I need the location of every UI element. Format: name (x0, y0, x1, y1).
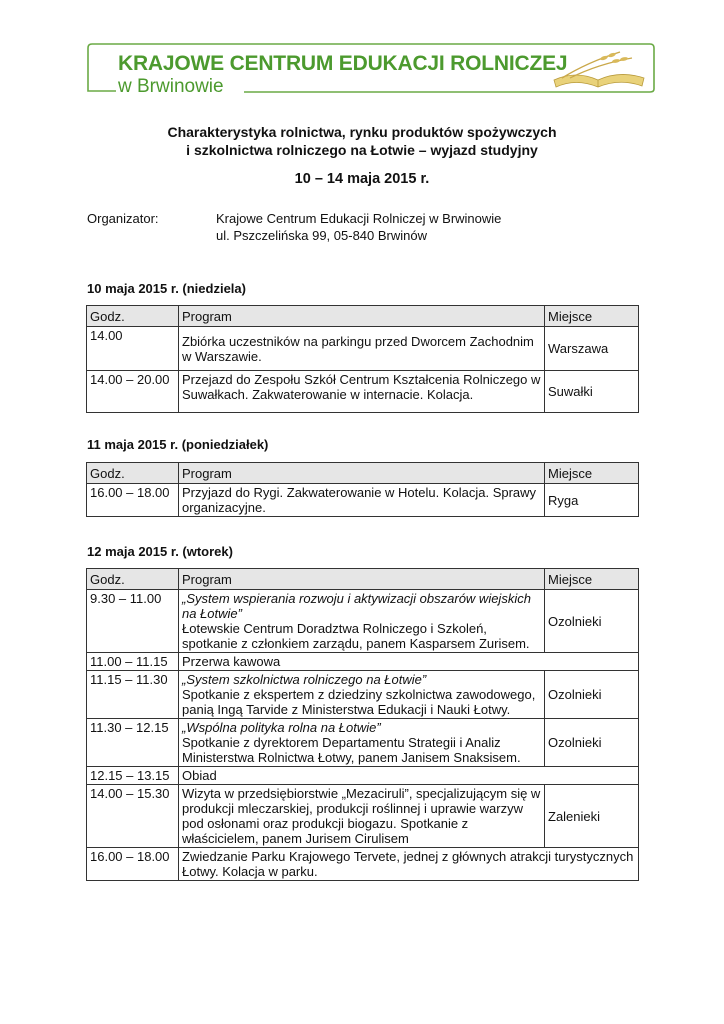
organizer-label: Organizator: (87, 211, 159, 226)
day-heading: 12 maja 2015 r. (wtorek) (87, 544, 233, 559)
column-header-time: Godz. (87, 306, 179, 327)
table-row (87, 484, 639, 517)
place-cell: Zalenieki (545, 785, 639, 848)
table-header-row (87, 306, 639, 327)
column-header-place: Miejsce (545, 306, 639, 327)
table-row (87, 590, 639, 653)
column-header-time: Godz. (87, 569, 179, 590)
place-cell: Ozolnieki (545, 590, 639, 653)
book-with-wheat-icon (548, 44, 648, 90)
column-header-time: Godz. (87, 463, 179, 484)
logo-subtitle: w Brwinowie (118, 76, 224, 97)
day-heading: 10 maja 2015 r. (niedziela) (87, 281, 246, 296)
document-dates: 10 – 14 maja 2015 r. (294, 171, 430, 187)
table-row (87, 785, 639, 848)
time-cell: 14.00 – 20.00 (87, 371, 179, 413)
place-cell: Suwałki (545, 371, 639, 413)
column-header-place: Miejsce (545, 569, 639, 590)
place-cell: Ozolnieki (545, 719, 639, 767)
program-text: Spotkanie z dyrektorem Departamentu Strategii i Analiz Ministerstwa Rolnictwa Łotwy, panem Janisem Snaksisem. (182, 735, 521, 765)
program-topic: „Wspólna polityka rolna na Łotwie” (182, 720, 381, 735)
column-header-program: Program (179, 569, 545, 590)
program-cell (179, 719, 545, 767)
program-topic: „System wspierania rozwoju i aktywizacji obszarów wiejskich na Łotwie” (182, 591, 531, 621)
time-cell: 11.00 – 11.15 (87, 653, 179, 671)
program-text: Zbiórka uczestników na parkingu przed Dworcem Zachodnim w Warszawie. (182, 333, 534, 364)
time-cell: 11.15 – 11.30 (87, 671, 179, 719)
column-header-program: Program (179, 306, 545, 327)
column-header-program: Program (179, 463, 545, 484)
time-cell: 12.15 – 13.15 (87, 767, 179, 785)
table-header-row (87, 463, 639, 484)
time-cell: 16.00 – 18.00 (87, 484, 179, 517)
program-cell (179, 671, 545, 719)
program-cell: Przerwa kawowa (179, 653, 639, 671)
logo-title: KRAJOWE CENTRUM EDUKACJI ROLNICZEJ (118, 52, 568, 75)
table-row (87, 327, 639, 371)
day-heading: 11 maja 2015 r. (poniedziałek) (87, 437, 269, 452)
organizer-name: Krajowe Centrum Edukacji Rolniczej w Brwinowie (216, 211, 502, 226)
program-topic: „System szkolnictwa rolniczego na Łotwie” (182, 672, 427, 687)
place-cell: Ozolnieki (545, 671, 639, 719)
table-row (87, 719, 639, 767)
document-title-line2: i szkolnictwa rolniczego na Łotwie – wyjazd studyjny (186, 142, 538, 158)
program-cell: Przejazd do Zespołu Szkół Centrum Kształcenia Rolniczego w Suwałkach. Zakwaterowanie w internacie. Kolacja. (179, 371, 545, 413)
time-cell: 11.30 – 12.15 (87, 719, 179, 767)
place-cell: Warszawa (545, 327, 639, 371)
time-cell: 16.00 – 18.00 (87, 848, 179, 881)
program-cell: Zwiedzanie Parku Krajowego Tervete, jednej z głównych atrakcji turystycznych Łotwy. Kolacja w parku. (179, 848, 639, 881)
program-cell: Obiad (179, 767, 639, 785)
time-cell: 14.00 – 15.30 (87, 785, 179, 848)
table-row (87, 848, 639, 881)
table-row (87, 653, 639, 671)
program-cell: Przyjazd do Rygi. Zakwaterowanie w Hotelu. Kolacja. Sprawy organizacyjne. (179, 484, 545, 517)
column-header-place: Miejsce (545, 463, 639, 484)
schedule-table (86, 462, 639, 517)
document-title-line1: Charakterystyka rolnictwa, rynku produktów spożywczych (167, 124, 557, 140)
schedule-table (86, 305, 639, 413)
program-cell (179, 590, 545, 653)
program-text: Spotkanie z ekspertem z dziedziny szkolnictwa zawodowego, panią Ingą Tarvide z Ministerstwa Edukacji i Nauki Łotwy. (182, 687, 536, 717)
table-header-row (87, 569, 639, 590)
table-row (87, 767, 639, 785)
time-cell: 9.30 – 11.00 (87, 590, 179, 653)
organizer-address: ul. Pszczelińska 99, 05-840 Brwinów (216, 228, 427, 243)
table-row (87, 371, 639, 413)
table-row (87, 671, 639, 719)
program-cell: Wizyta w przedsiębiorstwie „Mezaciruli”, specjalizującym się w produkcji mleczarskiej, produkcji roślinnej i uprawie warzyw pod osłonami oraz produkcji biogazu. Spotkanie z właścicielem, panem Jurisem Cirulisem (179, 785, 545, 848)
program-cell (179, 327, 545, 371)
schedule-table (86, 568, 639, 881)
place-cell: Ryga (545, 484, 639, 517)
program-text: Łotewskie Centrum Doradztwa Rolniczego i Szkoleń, spotkanie z członkiem zarządu, panem Kasparsem Zurisem. (182, 621, 530, 651)
time-cell: 14.00 (87, 327, 179, 371)
